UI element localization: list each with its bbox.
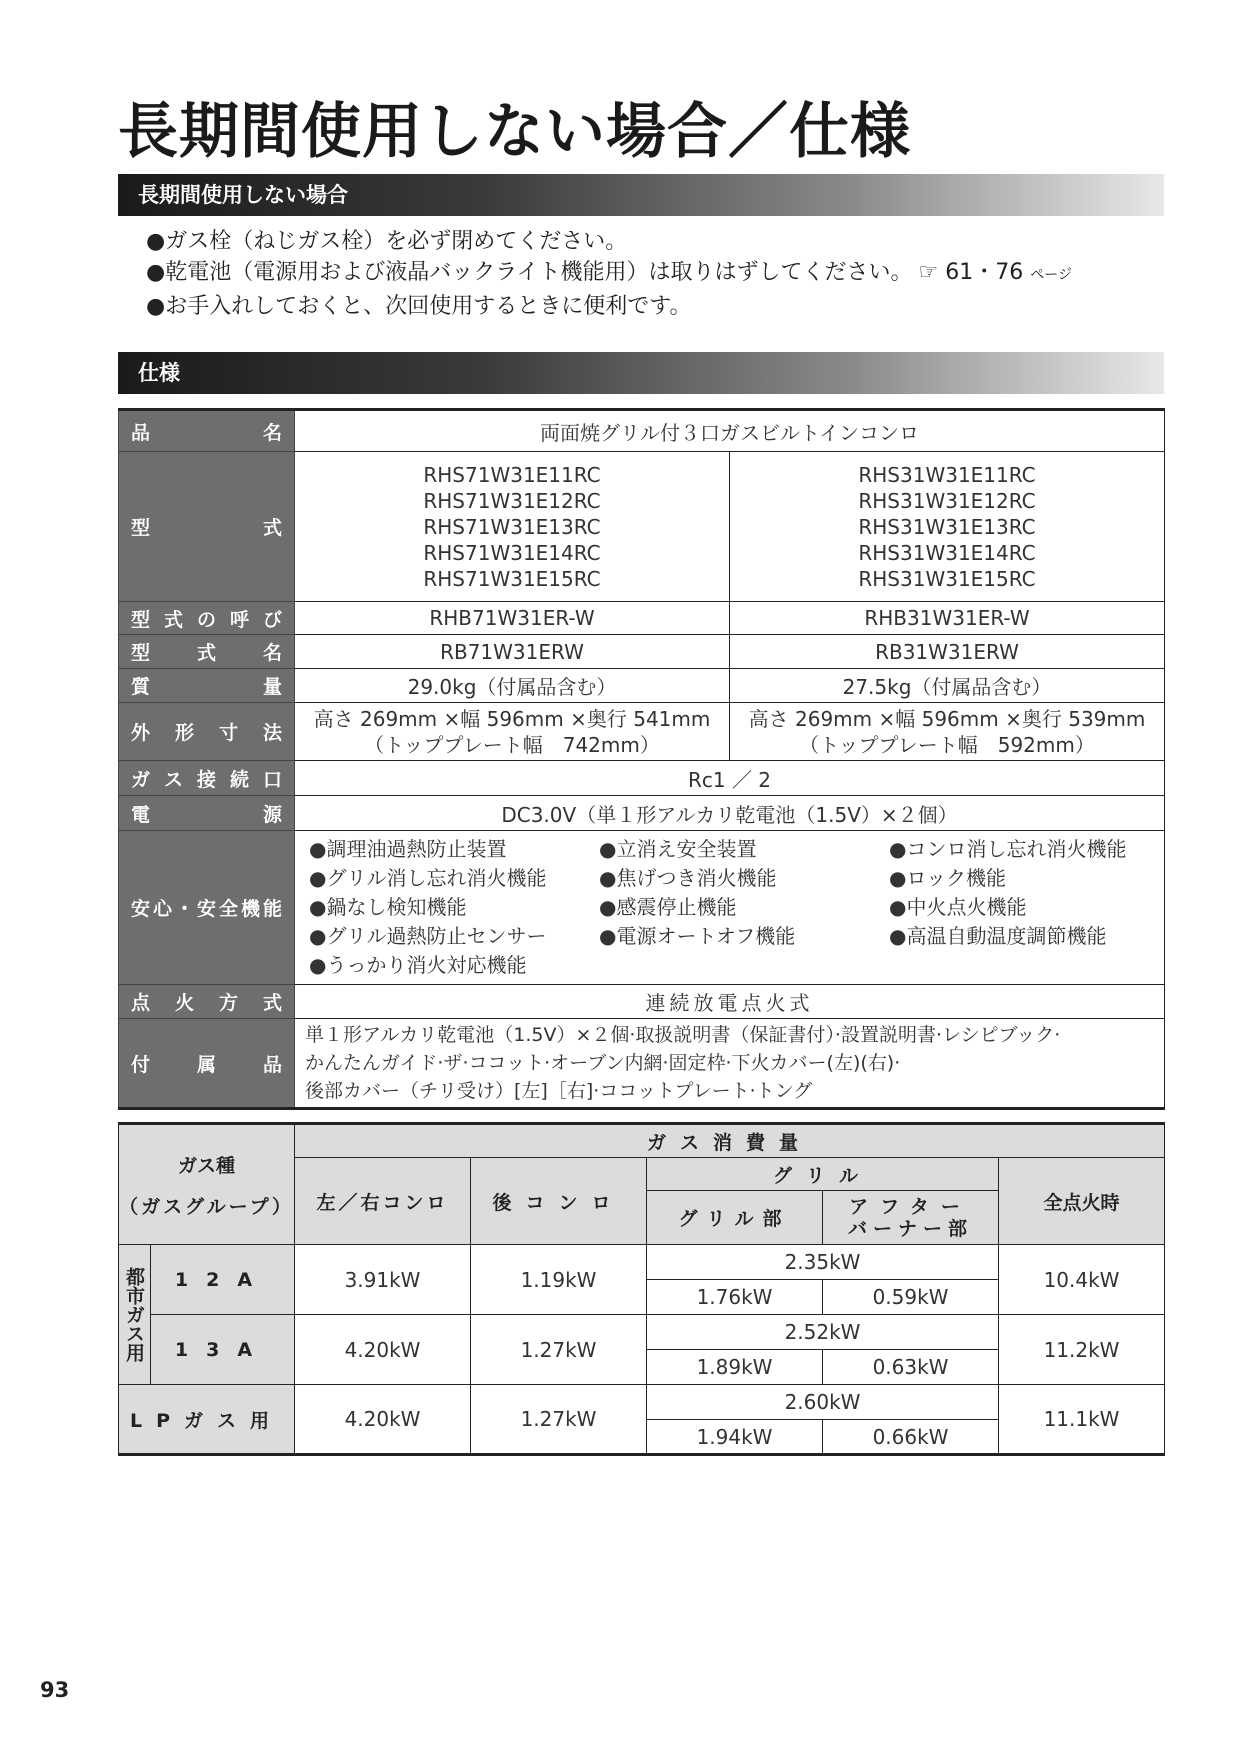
- lr-burner-value: 3.91kW: [295, 1245, 471, 1315]
- feature-item: ●焦げつき消火機能: [599, 866, 777, 890]
- feature-item: ●高温自動温度調節機能: [889, 924, 1107, 948]
- spec-value: RHS31W31E11RC RHS31W31E12RC RHS31W31E13RC RHS31W31E14RC RHS31W31E15RC: [730, 452, 1165, 602]
- spec-label: 品名: [119, 410, 295, 452]
- spec-value: RHS71W31E11RC RHS71W31E12RC RHS71W31E13RC RHS71W31E14RC RHS71W31E15RC: [295, 452, 730, 602]
- spec-value: 連続放電点火式: [295, 985, 1165, 1019]
- pointing-hand-icon: ☞: [918, 260, 939, 285]
- feature-item: ●調理油過熱防止装置: [309, 837, 507, 861]
- after-burner-header: アフター バーナー部: [823, 1191, 999, 1245]
- grill-total-value: 2.60kW: [647, 1385, 999, 1420]
- accessory-text: 単１形アルカリ乾電池（1.5V）×２個·取扱説明書（保証書付）·設置説明書·レシピブック· かんたんガイド·ザ·ココット·オーブン内網·固定枠·下火カバー(左)(右)· 後部カバー（チリ受け）[左]［右]·ココットプレート·トング: [305, 1024, 1061, 1102]
- grill-part-header: グリル部: [647, 1191, 823, 1245]
- section-title: 仕様: [138, 361, 180, 385]
- gas-type: 13A: [151, 1315, 295, 1385]
- spec-value: DC3.0V（単１形アルカリ乾電池（1.5V）×２個）: [295, 796, 1165, 831]
- spec-label: 型式: [119, 452, 295, 602]
- spec-value: 27.5kg（付属品含む）: [730, 669, 1165, 703]
- feature-list: [295, 831, 1164, 984]
- gas-row-lp: [119, 1385, 1165, 1420]
- spec-label: 型式名: [119, 635, 295, 669]
- gas-header-row: [119, 1124, 1165, 1158]
- all-burners-value: 10.4kW: [999, 1245, 1165, 1315]
- spec-row-product-name: [119, 410, 1165, 452]
- spec-row-model-name: [119, 635, 1165, 669]
- grill-part-value: 1.94kW: [647, 1420, 823, 1455]
- all-burners-value: 11.1kW: [999, 1385, 1165, 1455]
- feature-item: ●感震停止機能: [599, 895, 737, 919]
- feature-item: ●グリル過熱防止センサー: [309, 924, 547, 948]
- spec-value: [295, 1019, 1165, 1109]
- spec-label: 付属品: [119, 1019, 295, 1109]
- city-gas-label: 都市ガス用: [119, 1245, 151, 1385]
- rear-burner-header: 後コンロ: [471, 1158, 647, 1245]
- spec-value: 29.0kg（付属品含む）: [295, 669, 730, 703]
- feature-item: ●中火点火機能: [889, 895, 1027, 919]
- grill-part-value: 1.89kW: [647, 1350, 823, 1385]
- grill-total-value: 2.52kW: [647, 1315, 999, 1350]
- section-header-long-term: [118, 174, 1164, 216]
- spec-label: 質量: [119, 669, 295, 703]
- spec-label: 点火方式: [119, 985, 295, 1019]
- grill-total-value: 2.35kW: [647, 1245, 999, 1280]
- feature-item: ●ロック機能: [889, 866, 1007, 890]
- all-burners-header: 全点火時: [999, 1158, 1165, 1245]
- rear-burner-value: 1.27kW: [471, 1385, 647, 1455]
- after-burner-value: 0.66kW: [823, 1420, 999, 1455]
- grill-header: グリル: [647, 1158, 999, 1191]
- feature-item: ●鍋なし検知機能: [309, 895, 467, 919]
- spec-row-power: [119, 796, 1165, 831]
- rear-burner-value: 1.19kW: [471, 1245, 647, 1315]
- spec-value: RHB31W31ER-W: [730, 602, 1165, 635]
- bullet-item: ●乾電池（電源用および液晶バックライト機能用）は取りはずしてください。 ☞ 61・76 ページ: [146, 260, 1073, 285]
- gas-type: 12A: [151, 1245, 295, 1315]
- feature-item: ●電源オートオフ機能: [599, 924, 796, 948]
- bullet-item: ●ガス栓（ねじガス栓）を必ず閉めてください。: [146, 229, 628, 254]
- lr-burner-value: 4.20kW: [295, 1385, 471, 1455]
- spec-row-model: [119, 452, 1165, 602]
- after-burner-value: 0.63kW: [823, 1350, 999, 1385]
- gas-type-header: ガス種 （ガスグループ）: [119, 1124, 295, 1245]
- gas-row-12a: [119, 1245, 1165, 1280]
- spec-value: 両面焼グリル付３口ガスビルトインコンロ: [295, 410, 1165, 452]
- spec-value: 高さ 269mm ×幅 596mm ×奥行 541mm （トッププレート幅 742mm）: [295, 703, 730, 761]
- grill-part-value: 1.76kW: [647, 1280, 823, 1315]
- page-reference: 61・76: [945, 260, 1024, 285]
- page-title: 長期間使用しない場合／仕様: [118, 97, 911, 167]
- spec-row-mass: [119, 669, 1165, 703]
- consumption-header: ガス消費量: [295, 1124, 1165, 1158]
- spec-row-ignition: [119, 985, 1165, 1019]
- spec-value: RB31W31ERW: [730, 635, 1165, 669]
- rear-burner-value: 1.27kW: [471, 1315, 647, 1385]
- lr-burner-value: 4.20kW: [295, 1315, 471, 1385]
- spec-label: 型式の呼び: [119, 602, 295, 635]
- spec-value: 高さ 269mm ×幅 596mm ×奥行 539mm （トッププレート幅 592mm）: [730, 703, 1165, 761]
- page-number: 93: [40, 1678, 70, 1702]
- spec-label: ガス接続口: [119, 761, 295, 796]
- gas-consumption-table: [118, 1122, 1165, 1456]
- spec-value: Rc1 ／ 2: [295, 761, 1165, 796]
- gas-type: LPガス用: [119, 1385, 295, 1455]
- spec-value: RHB71W31ER-W: [295, 602, 730, 635]
- gas-row-13a: [119, 1315, 1165, 1350]
- all-burners-value: 11.2kW: [999, 1315, 1165, 1385]
- spec-label: 安心・安全機能: [119, 831, 295, 985]
- bullet-item: ●お手入れしておくと、次回使用するときに便利です。: [146, 294, 692, 319]
- spec-label: 電源: [119, 796, 295, 831]
- spec-value: RB71W31ERW: [295, 635, 730, 669]
- feature-item: ●立消え安全装置: [599, 837, 757, 861]
- feature-item: ●グリル消し忘れ消火機能: [309, 866, 547, 890]
- spec-table: [118, 408, 1165, 1110]
- feature-item: ●コンロ消し忘れ消火機能: [889, 837, 1127, 861]
- spec-label: 外形寸法: [119, 703, 295, 761]
- section-title: 長期間使用しない場合: [138, 183, 348, 207]
- spec-row-model-call: [119, 602, 1165, 635]
- section-header-spec: [118, 352, 1164, 394]
- spec-row-safety: [119, 831, 1165, 985]
- spec-row-gas-connection: [119, 761, 1165, 796]
- bullet-list: [146, 226, 1176, 322]
- after-burner-value: 0.59kW: [823, 1280, 999, 1315]
- left-right-burner-header: 左／右コンロ: [295, 1158, 471, 1245]
- spec-row-dimensions: [119, 703, 1165, 761]
- spec-value: [295, 831, 1165, 985]
- page-reference-unit: ページ: [1030, 267, 1073, 283]
- feature-item: ●うっかり消火対応機能: [309, 953, 527, 977]
- spec-row-accessories: [119, 1019, 1165, 1109]
